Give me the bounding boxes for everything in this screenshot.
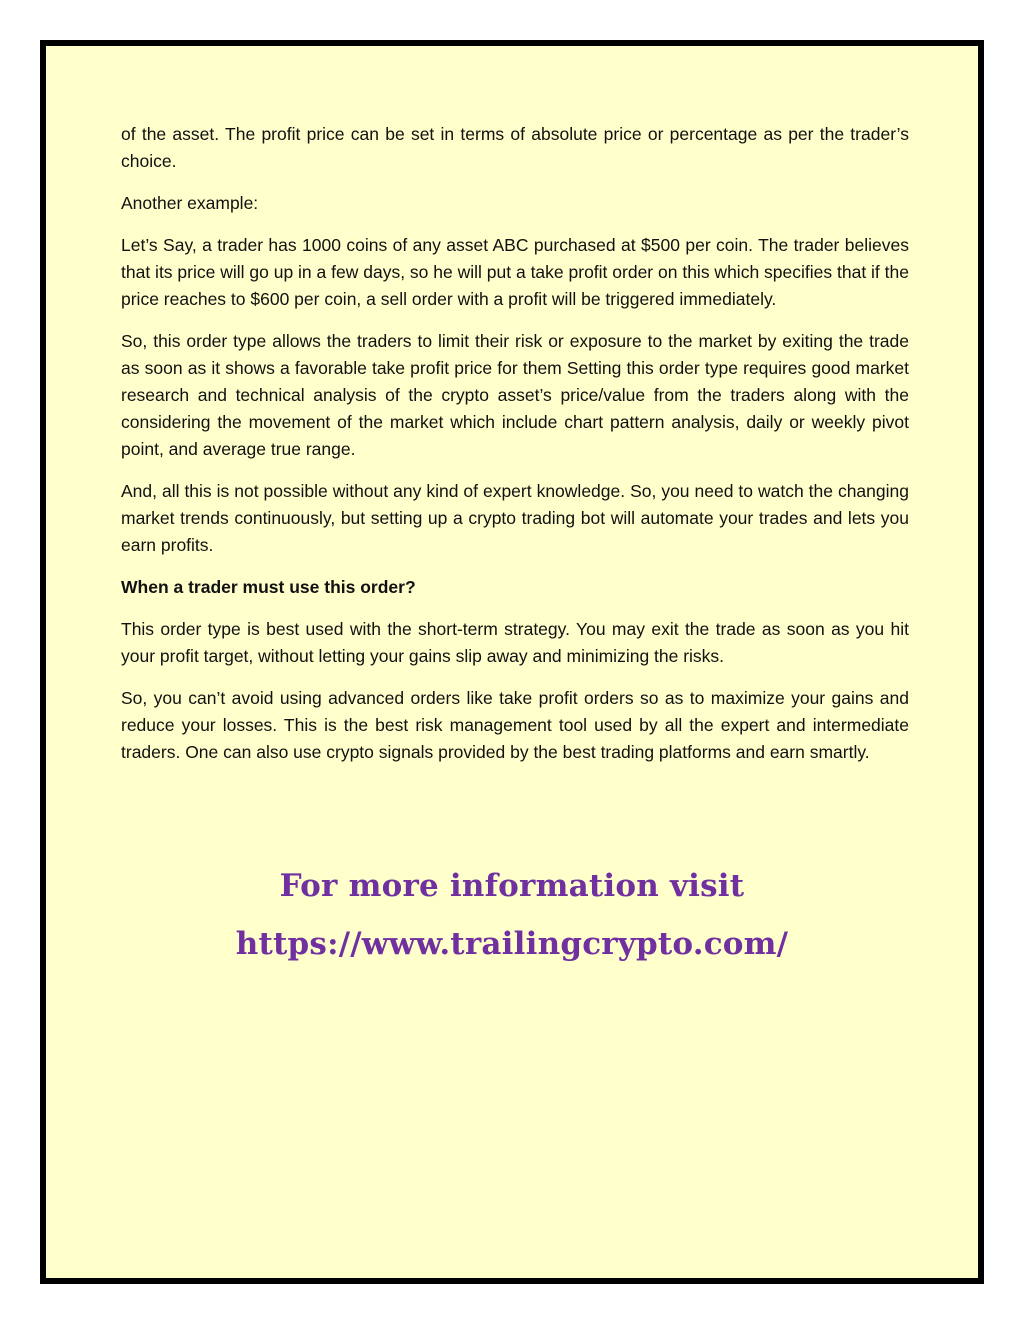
website-link[interactable]: https://www.trailingcrypto.com/ [235, 926, 789, 962]
paragraph-short-term-strategy: This order type is best used with the short-term strategy. You may exit the trade as soon as you hit your profit target, without letting your gains slip away and minimizing the risks. [121, 619, 909, 666]
paragraph-example-trader: Let’s Say, a trader has 1000 coins of any asset ABC purchased at $500 per coin. The trader believes that its price will go up in a few days, so he will put a take profit order on this which specifies that if the price reaches to $600 per coin, a sell order with a profit will be triggered immediately. [121, 235, 909, 309]
cta-heading: For more information visit [279, 868, 745, 904]
paragraph-advanced-orders: So, you can’t avoid using advanced orders like take profit orders so as to maximize your gains and reduce your losses. This is the best risk management tool used by all the expert and intermediate traders. One can also use crypto signals provided by the best trading platforms and earn smartly. [121, 688, 909, 762]
paragraph-asset-profit-price: of the asset. The profit price can be set in terms of absolute price or percentage as per the trader’s choice. [121, 124, 909, 171]
paragraph-order-type-risk: So, this order type allows the traders to limit their risk or exposure to the market by exiting the trade as soon as it shows a favorable take profit price for them Setting this order type requires good market research and technical analysis of the crypto asset’s price/value from the traders along with the considering the movement of the market which include chart pattern analysis, daily or weekly pivot point, and average true range. [121, 331, 909, 459]
paragraph-expert-knowledge: And, all this is not possible without any kind of expert knowledge. So, you need to watch the changing market trends continuously, but setting up a crypto trading bot will automate your trades and lets you earn profits. [121, 481, 909, 555]
document-page [40, 40, 984, 1284]
paragraph-another-example: Another example: [121, 193, 259, 213]
document-body [121, 121, 909, 781]
section-heading: When a trader must use this order? [121, 577, 416, 597]
